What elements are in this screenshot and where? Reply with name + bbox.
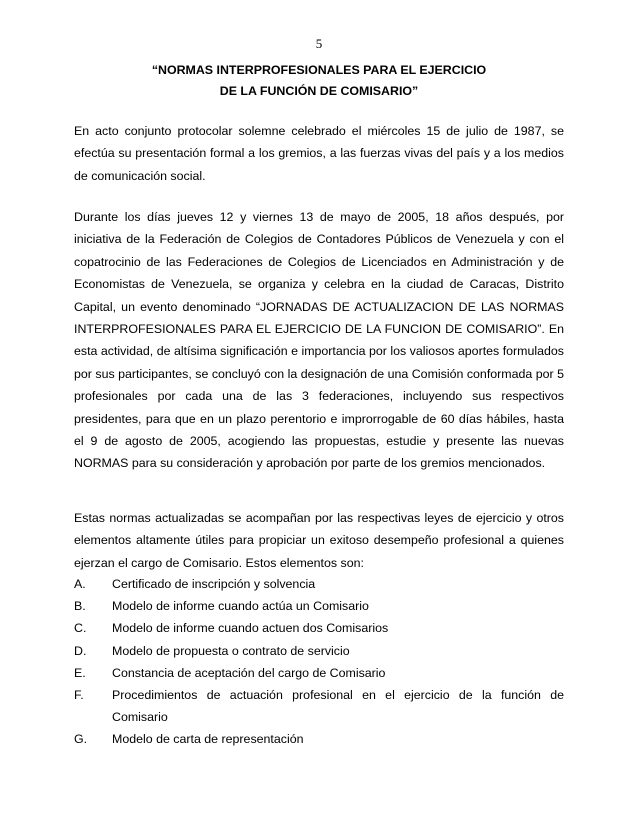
list-item-text: Procedimientos de actuación profesional en el ejercicio de la función de Comisario (112, 688, 564, 725)
list-item-letter: F. (74, 688, 84, 703)
list-item (74, 595, 564, 617)
list-item-text: Modelo de informe cuando actuen dos Comisarios (112, 621, 389, 636)
list-item-text: Certificado de inscripción y solvencia (112, 577, 316, 591)
page-number: 5 (315, 36, 323, 51)
list-item (74, 573, 564, 595)
list-item-text: Constancia de aceptación del cargo de Comisario (112, 665, 386, 680)
list-item (74, 662, 564, 684)
title-line-1: “NORMAS INTERPROFESIONALES PARA EL EJERCICIO (151, 63, 487, 77)
paragraph-3: Estas normas actualizadas se acompañan por las respectivas leyes de ejercicio y otros elementos altamente útiles para propiciar un exitoso desempeño profesional a quienes ejerzan el cargo de Comisario. Estos elementos son: (74, 511, 564, 570)
document-title (74, 60, 564, 102)
list-item (74, 728, 564, 750)
list-item-text: Modelo de propuesta o contrato de servicio (112, 643, 350, 658)
title-line-2: DE LA FUNCIÓN DE COMISARIO” (219, 84, 419, 98)
list-item-letter: C. (74, 621, 87, 636)
elements-list (74, 573, 564, 751)
list-item-letter: G. (74, 732, 88, 747)
list-item (74, 640, 564, 662)
list-item-letter: A. (74, 577, 86, 591)
list-item (74, 684, 564, 728)
list-item-text: Modelo de carta de representación (112, 732, 304, 747)
paragraph-1: En acto conjunto protocolar solemne celebrado el miércoles 15 de julio de 1987, se efectúa su presentación formal a los gremios, a las fuerzas vivas del país y a los medios de comunicación social. (74, 124, 564, 183)
paragraph-2: Durante los días jueves 12 y viernes 13 de mayo de 2005, 18 años después, por iniciativa de la Federación de Colegios de Contadores Públicos de Venezuela y con el copatrocinio de las Federaciones de Colegios de Licenciados en Administración y de Economistas de Venezuela, se organiza y celebra en la ciudad de Caracas, Distrito Capital, un evento denominado “JORNADAS DE ACTUALIZACION DE LAS NORMAS INTERPROFESIONALES PARA EL EJERCICIO DE LA FUNCION DE COMISARIO”. En esta actividad, de altísima significación e importancia por los valiosos aportes formulados por sus participantes, se concluyó con la designación de una Comisión conformada por 5 profesionales por cada una de las 3 federaciones, incluyendo sus respectivos presidentes, para que en un plazo perentorio e improrrogable de 60 días hábiles, hasta el 9 de agosto de 2005, acogiendo las propuestas, estudie y presente las nuevas NORMAS para su consideración y aprobación por parte de los gremios mencionados. (74, 210, 564, 471)
list-item (74, 617, 564, 639)
list-item-text: Modelo de informe cuando actúa un Comisario (112, 599, 369, 614)
list-item-letter: E. (74, 665, 86, 680)
list-item-letter: B. (74, 599, 86, 614)
list-item-letter: D. (74, 643, 87, 658)
